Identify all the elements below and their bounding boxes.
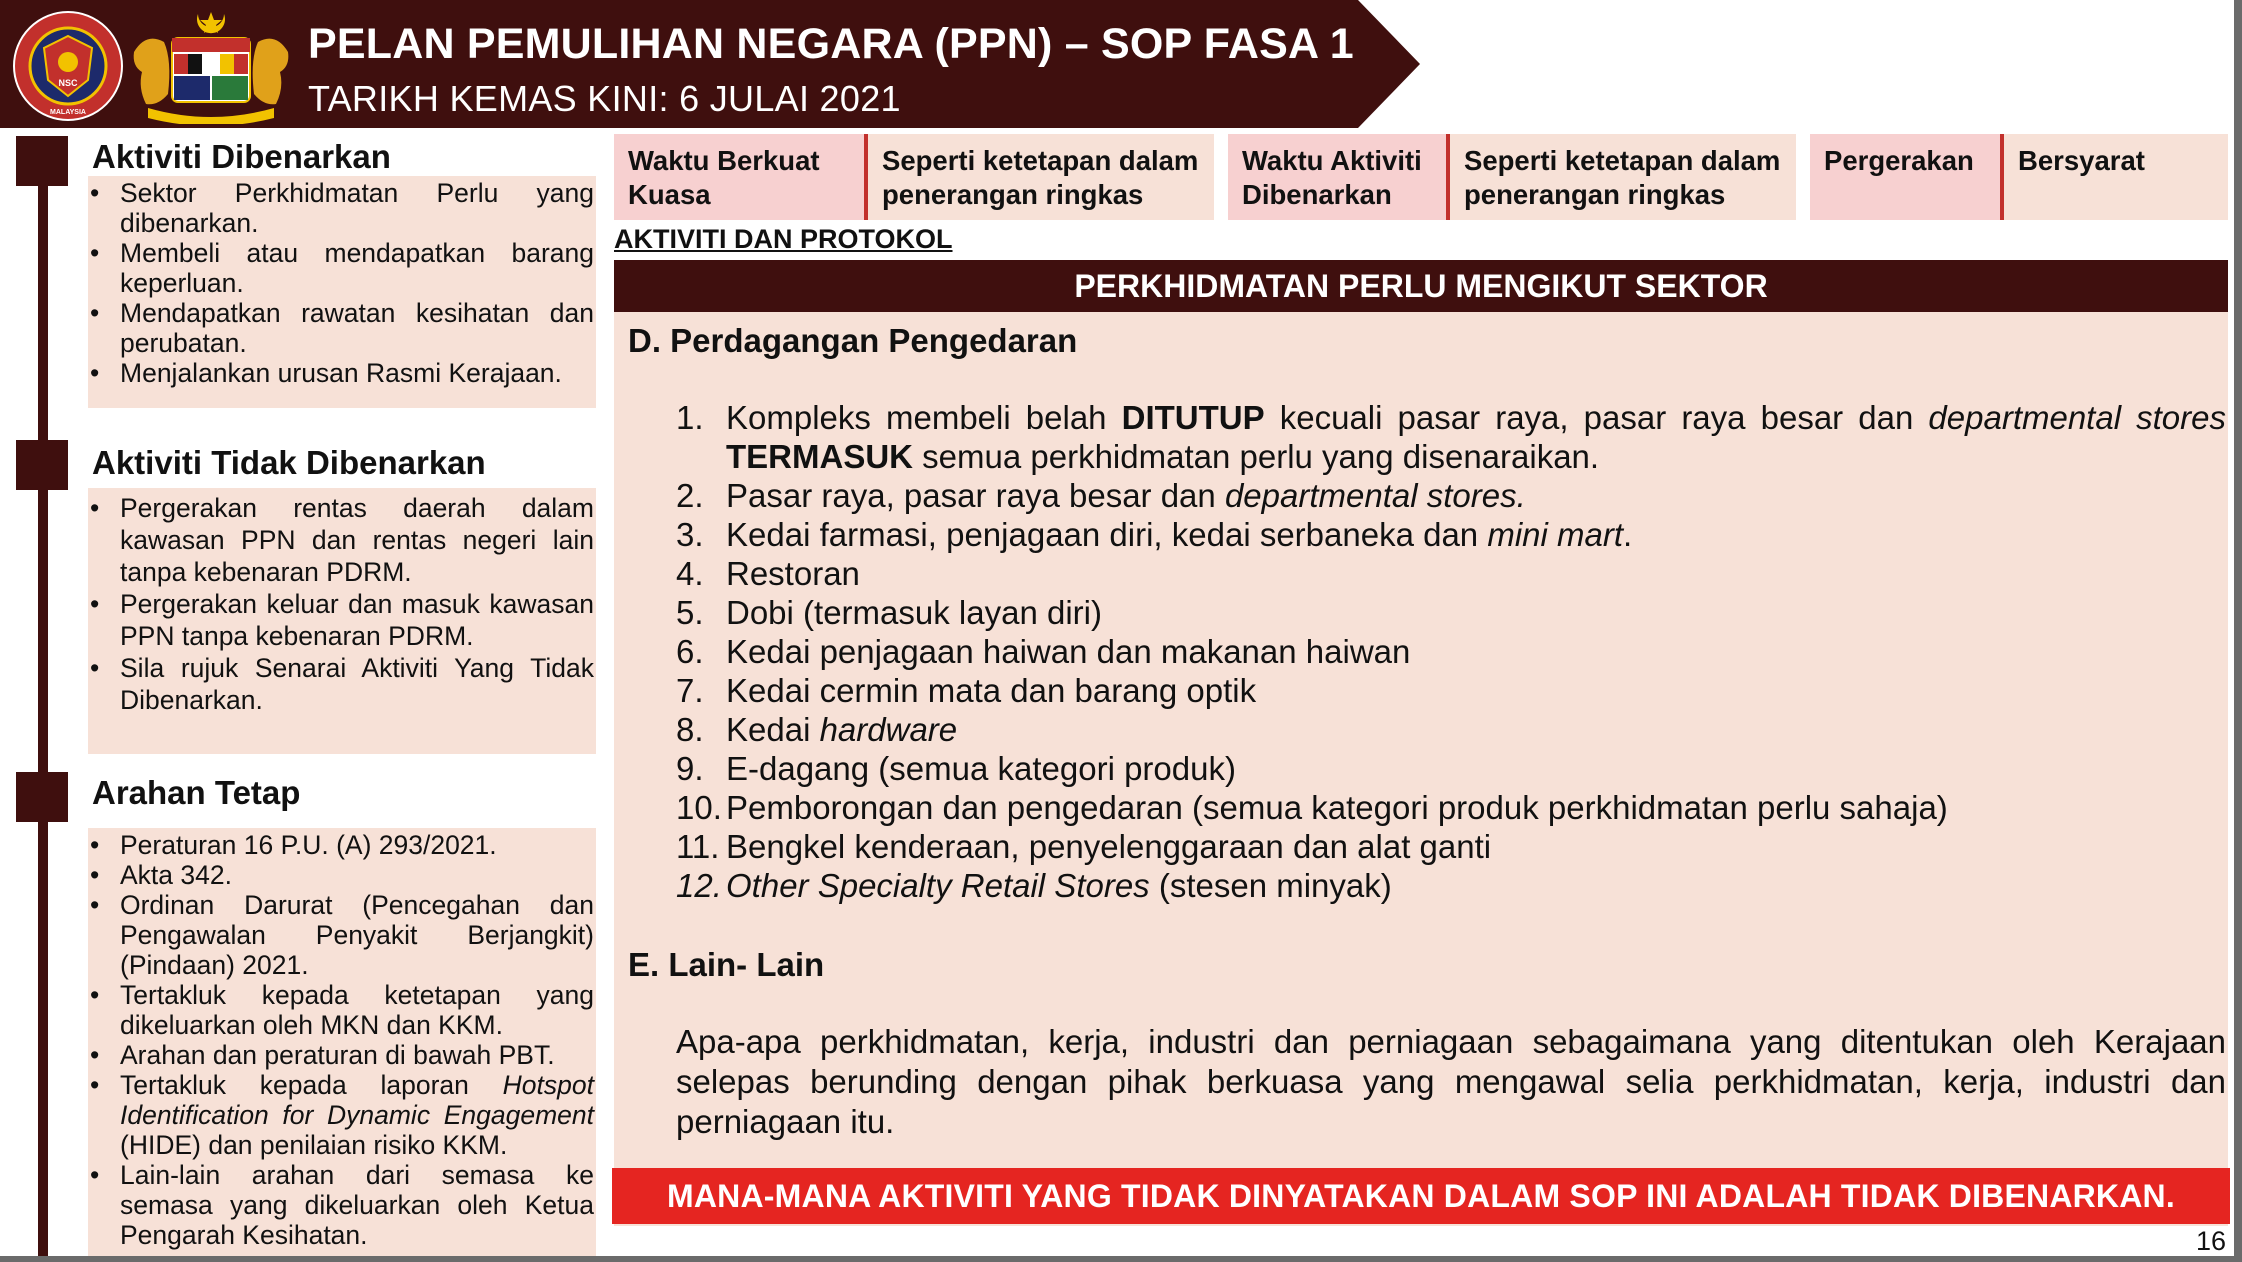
item-text: semua perkhidmatan perlu yang disenaraikan.	[913, 438, 1600, 475]
nsc-logo	[12, 10, 124, 122]
item-number: 4.	[676, 555, 704, 592]
item-text: Kedai	[726, 711, 820, 748]
list-item: • Menjalankan urusan Rasmi Kerajaan.	[88, 358, 594, 388]
activities-protocol-link[interactable]: AKTIVITI DAN PROTOKOL	[614, 224, 953, 254]
info-value-movement: Bersyarat	[2004, 134, 2228, 220]
item-text: Kompleks membeli belah	[726, 399, 1122, 436]
item-number: 12.	[676, 867, 722, 904]
window-bottom-edge	[0, 1256, 2242, 1262]
item-text: (stesen minyak)	[1149, 867, 1392, 904]
list-item: • Lain-lain arahan dari semasa ke semasa yang dikeluarkan oleh Ketua Pengarah Kesihatan.	[88, 1160, 594, 1250]
nsc-logo-center-text: NSC	[58, 78, 78, 88]
list-item: • Peraturan 16 P.U. (A) 293/2021.	[88, 830, 594, 860]
list-item	[676, 866, 2226, 905]
list-item	[676, 554, 2226, 593]
section-d-title: D. Perdagangan Pengedaran	[628, 322, 1078, 359]
info-label-effective-time: Waktu Berkuat Kuasa	[614, 134, 864, 220]
timeline-line	[38, 140, 48, 1262]
list-item: • Ordinan Darurat (Pencegahan dan Pengawalan Penyakit Berjangkit) (Pindaan) 2021.	[88, 890, 594, 980]
list-item	[676, 632, 2226, 671]
list-item: • Membeli atau mendapatkan barang keperluan.	[88, 238, 594, 298]
item-number: 6.	[676, 633, 704, 670]
item-number: 9.	[676, 750, 704, 787]
prohibited-activities-box	[88, 488, 596, 754]
list-item: • Mendapatkan rawatan kesihatan dan perubatan.	[88, 298, 594, 358]
list-item	[88, 1070, 594, 1160]
list-item	[676, 476, 2226, 515]
item-number: 1.	[676, 399, 704, 436]
hide-item-suffix: (HIDE) dan penilaian risiko KKM.	[120, 1130, 508, 1160]
item-number: 5.	[676, 594, 704, 631]
footer-warning-banner: MANA-MANA AKTIVITI YANG TIDAK DINYATAKAN DALAM SOP INI ADALAH TIDAK DIBENARKAN.	[612, 1168, 2230, 1224]
item-text: kecuali pasar raya, pasar raya besar dan	[1264, 399, 1929, 436]
list-item: • Arahan dan peraturan di bawah PBT.	[88, 1040, 594, 1070]
item-text: E-dagang (semua kategori produk)	[726, 750, 1236, 787]
item-italic-text: Other Specialty Retail Stores	[726, 867, 1150, 904]
standing-orders-box	[88, 828, 596, 1256]
item-italic-text: mini mart	[1487, 516, 1624, 553]
item-bold-text: TERMASUK	[726, 438, 913, 475]
nsc-logo-bottom-text: MALAYSIA	[50, 109, 86, 116]
main-panel	[614, 260, 2228, 1226]
info-label-activity-time: Waktu Aktiviti Dibenarkan	[1228, 134, 1446, 220]
list-item	[676, 398, 2226, 476]
timeline-marker	[16, 440, 68, 490]
list-item: • Sektor Perkhidmatan Perlu yang dibenarkan.	[88, 178, 594, 238]
item-text: Dobi (termasuk layan diri)	[726, 594, 1102, 631]
list-item	[676, 827, 2226, 866]
list-item	[676, 710, 2226, 749]
list-item	[676, 515, 2226, 554]
section-e-paragraph: Apa-apa perkhidmatan, kerja, industri dan perniagaan sebagaimana yang ditentukan oleh Kerajaan selepas berunding dengan pihak berkuasa yang mengawal selia perkhidmatan, kerja, industri dan perniagaan itu.	[676, 1023, 2226, 1140]
list-item: • Sila rujuk Senarai Aktiviti Yang Tidak Dibenarkan.	[88, 652, 594, 716]
item-text: Kedai farmasi, penjagaan diri, kedai serbaneka dan	[726, 516, 1488, 553]
section-d-list	[676, 398, 2226, 905]
list-item	[676, 749, 2226, 788]
header-banner	[0, 0, 1420, 128]
page-title: PELAN PEMULIHAN NEGARA (PPN) – SOP FASA 1	[308, 20, 1354, 68]
prohibited-activities-heading: Aktiviti Tidak Dibenarkan	[92, 444, 486, 481]
timeline-marker	[16, 772, 68, 822]
allowed-activities-box	[88, 176, 596, 408]
list-item	[676, 671, 2226, 710]
item-italic-text: departmental stores	[1928, 399, 2227, 436]
list-item: • Pergerakan rentas daerah dalam kawasan PPN dan rentas negeri lain tanpa kebenaran PDRM.	[88, 492, 594, 588]
item-number: 7.	[676, 672, 704, 709]
update-date: TARIKH KEMAS KINI: 6 JULAI 2021	[308, 78, 901, 119]
item-italic-text: hardware	[819, 711, 958, 748]
item-text: Pemborongan dan pengedaran (semua kategori produk perkhidmatan perlu sahaja)	[726, 789, 1948, 826]
list-item: • Akta 342.	[88, 860, 594, 890]
item-number: 8.	[676, 711, 704, 748]
info-row	[614, 134, 2228, 220]
timeline-marker	[16, 136, 68, 186]
item-number: 11.	[676, 828, 720, 865]
essential-services-banner: PERKHIDMATAN PERLU MENGIKUT SEKTOR	[614, 260, 2228, 312]
item-text: Kedai penjagaan haiwan dan makanan haiwan	[726, 633, 1411, 670]
info-label-movement: Pergerakan	[1810, 134, 2000, 220]
hide-item-prefix: Tertakluk kepada laporan	[120, 1070, 503, 1100]
item-text: Pasar raya, pasar raya besar dan	[726, 477, 1225, 514]
item-text: Kedai cermin mata dan barang optik	[726, 672, 1257, 709]
list-item: • Tertakluk kepada ketetapan yang dikeluarkan oleh MKN dan KKM.	[88, 980, 594, 1040]
page-number: 16	[2195, 1226, 2226, 1256]
item-number: 10.	[676, 789, 722, 826]
info-value-activity-time: Seperti ketetapan dalam penerangan ringkas	[1450, 134, 1796, 220]
item-italic-text: departmental stores.	[1224, 477, 1526, 514]
item-text: Restoran	[726, 555, 860, 592]
list-item	[676, 593, 2226, 632]
list-item	[676, 788, 2226, 827]
item-bold-text: DITUTUP	[1121, 399, 1265, 436]
window-right-edge	[2234, 0, 2242, 1262]
item-number: 2.	[676, 477, 704, 514]
item-text: .	[1623, 516, 1633, 553]
item-text: Bengkel kenderaan, penyelenggaraan dan alat ganti	[726, 828, 1492, 865]
section-e-title: E. Lain- Lain	[628, 946, 825, 983]
standing-orders-heading: Arahan Tetap	[92, 774, 301, 811]
malaysia-coat-of-arms-logo	[128, 8, 294, 124]
item-number: 3.	[676, 516, 704, 553]
info-value-effective-time: Seperti ketetapan dalam penerangan ringkas	[868, 134, 1214, 220]
list-item: • Pergerakan keluar dan masuk kawasan PPN tanpa kebenaran PDRM.	[88, 588, 594, 652]
hide-item-italic: Hotspot Identification for Dynamic Engagement	[120, 1070, 594, 1130]
allowed-activities-heading: Aktiviti Dibenarkan	[92, 138, 391, 175]
